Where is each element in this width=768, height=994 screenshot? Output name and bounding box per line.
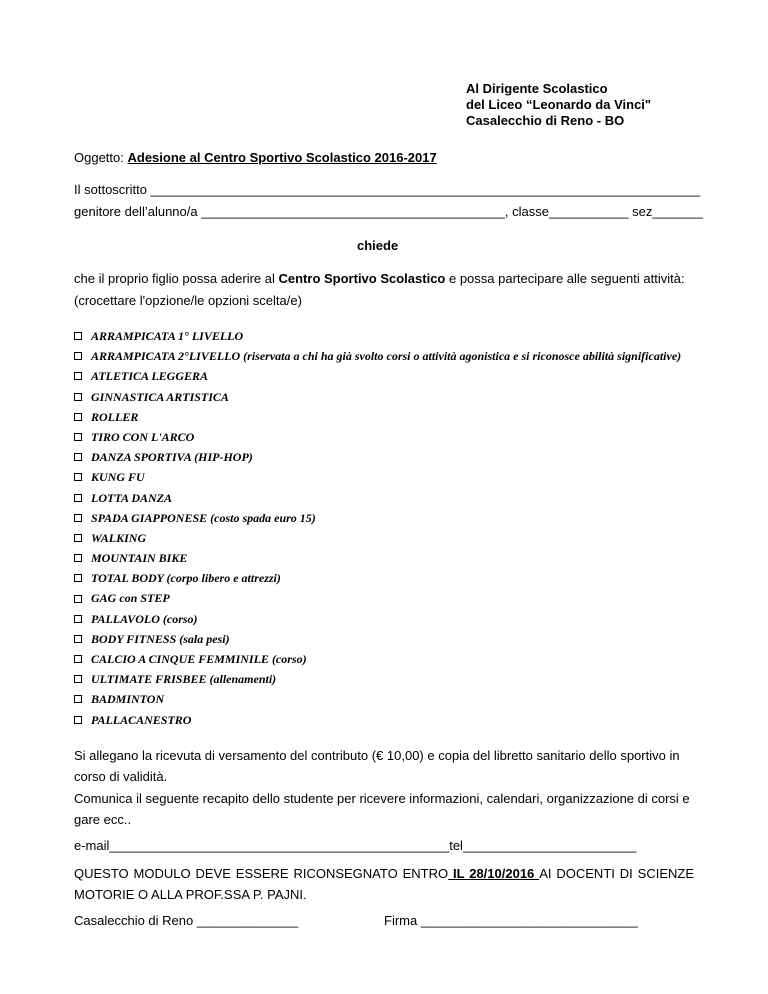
request-line-1 [74, 271, 685, 286]
activity-label: PALLACANESTRO [91, 712, 192, 727]
checkbox-icon[interactable] [74, 413, 82, 421]
checkbox-icon[interactable] [74, 574, 82, 582]
activity-label: BODY FITNESS (sala pesi) [91, 631, 230, 646]
email-label: e-mail [74, 838, 110, 853]
sez-field[interactable]: _______ [652, 204, 703, 219]
subject-title: Adesione al Centro Sportivo Scolastico 2016-2017 [127, 150, 437, 165]
attachments-line-3: Comunica il seguente recapito dello studente per ricevere informazioni, calendari, organizzazione di corsi e [74, 791, 690, 806]
request-post: e possa partecipare alle seguenti attività: [445, 271, 685, 286]
activity-label: BADMINTON [91, 692, 165, 707]
activity-item[interactable] [74, 710, 681, 730]
activity-item[interactable] [74, 387, 681, 407]
checkbox-icon[interactable] [74, 554, 82, 562]
classe-label: , classe [504, 204, 549, 219]
contact-line [74, 838, 636, 853]
activity-item[interactable] [74, 407, 681, 427]
notice-line-1 [74, 866, 694, 881]
activity-label: ROLLER [91, 409, 139, 424]
attachments-line-1: Si allegano la ricevuta di versamento del contributo (€ 10,00) e copia del libretto sanitario dello sportivo in [74, 748, 680, 763]
activity-label: KUNG FU [91, 470, 145, 485]
request-pre: che il proprio figlio possa aderire al [74, 271, 279, 286]
activity-label: SPADA GIAPPONESE (costo spada euro 15) [91, 510, 316, 525]
activity-label: LOTTA DANZA [91, 490, 173, 505]
request-bold: Centro Sportivo Scolastico [278, 271, 446, 286]
checkbox-icon[interactable] [74, 675, 82, 683]
activity-label: MOUNTAIN BIKE [91, 551, 188, 566]
activity-item[interactable] [74, 528, 681, 548]
parent-line [74, 204, 703, 219]
activity-item[interactable] [74, 669, 681, 689]
recipient-line-1: Al Dirigente Scolastico [466, 81, 608, 96]
signature-field[interactable]: Firma ______________________________ [384, 913, 638, 928]
recipient-line-3: Casalecchio di Reno - BO [466, 113, 625, 128]
checkbox-icon[interactable] [74, 695, 82, 703]
activity-label: GAG con STEP [91, 591, 170, 606]
activity-item[interactable] [74, 467, 681, 487]
checkbox-icon[interactable] [74, 615, 82, 623]
request-line-2: (crocettare l'opzione/le opzioni scelta/e) [74, 293, 302, 308]
checkbox-icon[interactable] [74, 514, 82, 522]
student-name-field[interactable]: __________________________________________ [201, 204, 505, 219]
activity-label: ARRAMPICATA 2°LIVELLO (riservata a chi ha già svolto corsi o attività agonistica e si riconosce abilità significative) [91, 349, 682, 364]
checkbox-icon[interactable] [74, 595, 82, 603]
subject-label: Oggetto: [74, 150, 128, 165]
email-field[interactable]: _______________________________________________ [109, 838, 450, 853]
notice-date: IL 28/10/2016 [448, 866, 540, 881]
checkbox-icon[interactable] [74, 534, 82, 542]
place-date-field[interactable]: Casalecchio di Reno ______________ [74, 913, 299, 928]
activity-list [74, 326, 681, 730]
activity-item[interactable] [74, 427, 681, 447]
parent-label: genitore dell’alunno/a [74, 204, 202, 219]
checkbox-icon[interactable] [74, 393, 82, 401]
activity-label: TIRO CON L'ARCO [91, 429, 195, 444]
checkbox-icon[interactable] [74, 433, 82, 441]
subject-line [74, 150, 437, 165]
tel-field[interactable]: ________________________ [462, 838, 637, 853]
activity-item[interactable] [74, 629, 681, 649]
activity-item[interactable] [74, 548, 681, 568]
signatory-line[interactable]: Il sottoscritto ____________________________________________________________________________ [74, 182, 701, 197]
checkbox-icon[interactable] [74, 655, 82, 663]
activity-item[interactable] [74, 488, 681, 508]
activity-label: GINNASTICA ARTISTICA [91, 389, 229, 404]
checkbox-icon[interactable] [74, 352, 82, 360]
activity-label: TOTAL BODY (corpo libero e attrezzi) [91, 571, 281, 586]
checkbox-icon[interactable] [74, 635, 82, 643]
activity-item[interactable] [74, 588, 681, 608]
activity-label: ULTIMATE FRISBEE (allenamenti) [91, 672, 277, 687]
activity-item[interactable] [74, 346, 681, 366]
notice-post: AI DOCENTI DI SCIENZE [539, 866, 694, 881]
activity-item[interactable] [74, 366, 681, 386]
request-heading: chiede [357, 238, 399, 253]
activity-item[interactable] [74, 609, 681, 629]
checkbox-icon[interactable] [74, 473, 82, 481]
notice-pre: QUESTO MODULO DEVE ESSERE RICONSEGNATO ENTRO [74, 866, 449, 881]
attachments-line-4: gare ecc.. [74, 812, 132, 827]
checkbox-icon[interactable] [74, 716, 82, 724]
activity-label: DANZA SPORTIVA (HIP-HOP) [91, 450, 253, 465]
sez-label: sez [628, 204, 653, 219]
activity-item[interactable] [74, 649, 681, 669]
activity-label: ARRAMPICATA 1° LIVELLO [91, 329, 244, 343]
checkbox-icon[interactable] [74, 332, 82, 340]
checkbox-icon[interactable] [74, 372, 82, 380]
recipient-block [466, 81, 651, 129]
activity-item[interactable] [74, 568, 681, 588]
recipient-line-2: del Liceo “Leonardo da Vinci" [466, 97, 652, 112]
activity-label: WALKING [91, 530, 147, 545]
activity-label: CALCIO A CINQUE FEMMINILE (corso) [91, 652, 307, 666]
activity-label: ATLETICA LEGGERA [91, 369, 209, 384]
attachments-line-2: corso di validità. [74, 769, 168, 784]
classe-field[interactable]: ___________ [548, 204, 629, 219]
checkbox-icon[interactable] [74, 494, 82, 502]
activity-item[interactable] [74, 326, 681, 346]
checkbox-icon[interactable] [74, 453, 82, 461]
activity-item[interactable] [74, 508, 681, 528]
notice-line-2: MOTORIE O ALLA PROF.SSA P. PAJNI. [74, 887, 307, 902]
activity-label: PALLAVOLO (corso) [91, 611, 198, 626]
activity-item[interactable] [74, 689, 681, 709]
activity-item[interactable] [74, 447, 681, 467]
tel-label: tel [449, 838, 463, 853]
